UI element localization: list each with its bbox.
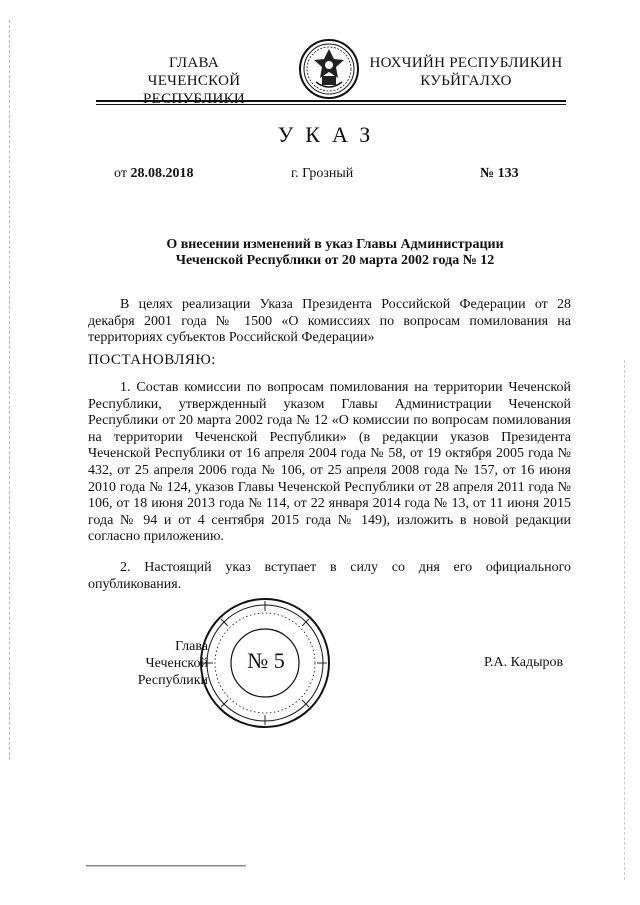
header-right-line1: НОХЧИЙН РЕСПУБЛИКИН (369, 55, 563, 71)
number-value: 133 (497, 166, 519, 181)
preamble-paragraph: В целях реализации Указа Президента Российской Федерации от 28 декабря 2001 года № 1500 «О комиссиях по вопросам помилования на территориях субъектов Российской Федерации» (88, 297, 571, 346)
header-rule-thin (96, 104, 566, 105)
date-prefix: от (114, 166, 127, 181)
number-prefix: № (480, 166, 495, 181)
header-left-line2: ЧЕЧЕНСКОЙ РЕСПУБЛИКИ (142, 73, 246, 107)
header-left-line1: ГЛАВА (169, 55, 219, 71)
coat-of-arms-emblem-icon (298, 38, 360, 100)
subject-line1: О внесении изменений в указ Главы Администрации (166, 237, 504, 252)
date-value: 28.08.2018 (130, 166, 194, 181)
document-title: УКАЗ (277, 122, 383, 147)
header-right (368, 54, 564, 90)
signatory-name: Р.А. Кадыров (484, 655, 564, 670)
item-1-paragraph: 1. Состав комиссии по вопросам помилования на территории Чеченской Республики, утвержденный указом Главы Администрации Чеченской Республики от 20 марта 2002 года № 12 «О комиссии по вопросам помилования на территории Чеченской Республики» (в редакции указов Президента Чеченской Республики от 16 апреля 2004 года № 58, от 19 октября 2005 года № 432, от 25 апреля 2006 года № 106, от 25 апреля 2008 года № 157, от 16 июня 2010 года № 124, указов Главы Чеченской Республики от 28 апреля 2011 года № 106, от 18 июня 2013 года № 114, от 22 января 2014 года № 13, от 11 июня 2015 года № 94 и от 4 сентября 2015 года № 149), изложить в новой редакции согласно приложению. (88, 380, 571, 545)
footer-tiny-print (86, 864, 246, 869)
item-2-paragraph: 2. Настоящий указ вступает в силу со дня его официального опубликования. (88, 560, 571, 592)
signature-position (88, 638, 208, 689)
signature-position-line2: Чеченской Республики (137, 656, 208, 688)
decree-word: ПОСТАНОВЛЯЮ: (88, 352, 216, 368)
stamp-number: № 5 (247, 648, 285, 673)
document-city: г. Грозный (291, 166, 354, 181)
footer-print-marks-icon (86, 864, 246, 868)
scan-edge-right (624, 360, 625, 880)
signature-position-line1: Глава (175, 639, 208, 654)
subject-line2: Чеченской Республики от 20 марта 2002 года № 12 (175, 253, 495, 268)
document-subject (100, 237, 570, 269)
header-right-line2: КУЬЙГАЛХО (420, 73, 512, 89)
header-rule-thick (96, 100, 566, 102)
document-date (114, 166, 193, 182)
document-number (480, 166, 519, 182)
